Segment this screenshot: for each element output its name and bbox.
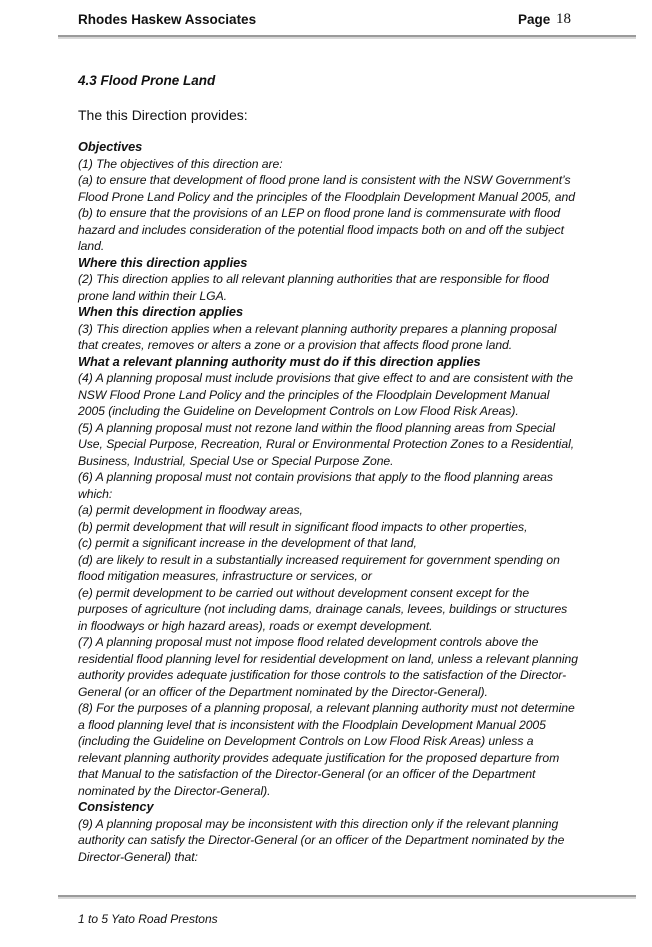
subheading: When this direction applies bbox=[78, 304, 244, 319]
section-intro: The this Direction provides: bbox=[78, 106, 248, 123]
section-heading: 4.3 Flood Prone Land bbox=[78, 73, 216, 88]
paragraph: (8) For the purposes of a planning proposal, a relevant planning authority must not determine a flood planning level that is inconsistent with the Floodplain Development Manual 2005 (including the Guideline on Development Controls on Low Flood Risk Areas) unless a relevant planning authority provides adequate justification for the proposed departure from that Manual to the satisfaction of the Director-General (or an officer of the Department nominated by the Director-General). bbox=[78, 701, 575, 798]
paragraph: (7) A planning proposal must not impose flood related development controls above the residential flood planning level for residential development on land, unless a relevant planning authority provides adequate justification for those controls to the satisfaction of the Director-General (or an officer of the Department nominated by the Director-General). bbox=[78, 635, 578, 699]
subheading: Consistency bbox=[78, 799, 154, 814]
paragraph: (1) The objectives of this direction are: bbox=[78, 156, 283, 171]
subheading: Objectives bbox=[78, 139, 143, 154]
paragraph: (b) to ensure that the provisions of an LEP on flood prone land is commensurate with flood hazard and includes consideration of the potential flood impacts both on and off the subject land. bbox=[78, 206, 564, 253]
paragraph: (4) A planning proposal must include provisions that give effect to and are consistent with the NSW Flood Prone Land Policy and the principles of the Floodplain Development Manual 2005 (including the Guideline on Development Controls on Low Flood Risk Areas). bbox=[78, 371, 573, 418]
paragraph: (5) A planning proposal must not rezone land within the flood planning areas from Special Use, Special Purpose, Recreation, Rural or Environmental Protection Zones to a Residential, Business, Industrial, Special Use or Special Purpose Zone. bbox=[78, 420, 575, 468]
header-divider bbox=[58, 35, 636, 37]
footer-divider bbox=[58, 895, 636, 897]
subheading: Where this direction applies bbox=[78, 254, 248, 270]
paragraph: (c) permit a significant increase in the development of that land, bbox=[78, 536, 417, 550]
paragraph: (2) This direction applies to all relevant planning authorities that are responsible for flood prone land within their LGA. bbox=[78, 272, 549, 303]
header-page-number: 18 bbox=[556, 11, 571, 27]
paragraph: (e) permit development to be carried out without development consent except for the purposes of agriculture (not including dams, drainage canals, levees, buildings or structures in floodways or high hazard areas), roads or exempt development. bbox=[78, 585, 568, 633]
paragraph: (a) permit development in floodway areas, bbox=[78, 503, 303, 517]
paragraph: (6) A planning proposal must not contain provisions that apply to the flood planning areas which: bbox=[78, 470, 553, 501]
paragraph: (a) to ensure that development of flood prone land is consistent with the NSW Government’s Flood Prone Land Policy and the principles of the Floodplain Development Manual 2005, and bbox=[78, 173, 575, 204]
header-company-name: Rhodes Haskew Associates bbox=[78, 12, 257, 27]
footer-address: 1 to 5 Yato Road Prestons bbox=[78, 912, 218, 926]
paragraph: (9) A planning proposal may be inconsistent with this direction only if the relevant planning authority can satisfy the Director-General (or an officer of the Department nominated by the Director-General) that: bbox=[78, 816, 565, 864]
header-page-label: Page bbox=[518, 12, 551, 27]
subheading: What a relevant planning authority must do if this direction applies bbox=[78, 353, 481, 369]
paragraph: (3) This direction applies when a relevant planning authority prepares a planning proposal that creates, removes or alters a zone or a provision that affects flood prone land. bbox=[78, 321, 557, 352]
document-body bbox=[78, 73, 578, 865]
paragraph: (b) permit development that will result in significant flood impacts to other properties, bbox=[78, 519, 528, 534]
paragraph: (d) are likely to result in a substantially increased requirement for government spending on flood mitigation measures, infrastructure or services, or bbox=[78, 552, 560, 583]
direction-text bbox=[78, 139, 578, 865]
